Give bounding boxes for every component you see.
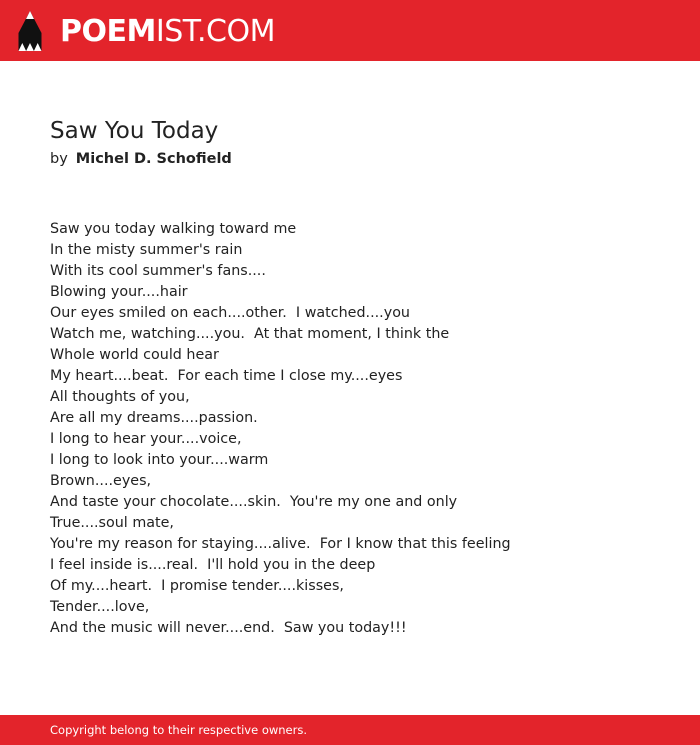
poem-line: In the misty summer's rain (50, 242, 243, 258)
site-header (0, 0, 700, 61)
poem-byline (50, 149, 232, 169)
poem-line: You're my reason for staying....alive. For I know that this feeling (50, 536, 511, 552)
site-logo-text (60, 14, 275, 49)
byline-label: by (50, 151, 68, 167)
poem-line: Tender....love, (50, 599, 150, 615)
site-logo-link[interactable] (17, 9, 275, 53)
site-footer (0, 715, 700, 745)
pencil-icon (17, 10, 43, 52)
poem-title: Saw You Today (50, 118, 219, 144)
author-link[interactable]: Michel D. Schofield (75, 151, 232, 167)
poem-line: And taste your chocolate....skin. You're my one and only (50, 494, 458, 510)
poem-line: I long to hear your....voice, (50, 431, 242, 447)
poem-line: Our eyes smiled on each....other. I watched....you (50, 305, 410, 321)
poem-line: Saw you today walking toward me (50, 221, 297, 237)
poem-line: True....soul mate, (50, 515, 174, 531)
logo-text-light: IST.COM (155, 14, 275, 49)
poem-line: Watch me, watching....you. At that moment, I think the (50, 326, 450, 342)
copyright-text: Copyright belong to their respective owners. (50, 723, 308, 737)
poem-line: Whole world could hear (50, 347, 219, 363)
poem-line: Brown....eyes, (50, 473, 152, 489)
poem-body (50, 219, 511, 639)
poem-line: With its cool summer's fans.... (50, 263, 266, 279)
poem-line: I feel inside is....real. I'll hold you in the deep (50, 557, 376, 573)
poem-line: I long to look into your....warm (50, 452, 269, 468)
poem-line: Blowing your....hair (50, 284, 188, 300)
poem-line: And the music will never....end. Saw you today!!! (50, 620, 407, 636)
poem-line: All thoughts of you, (50, 389, 190, 405)
logo-text-bold: POEM (60, 14, 156, 49)
poem-line: Are all my dreams....passion. (50, 410, 258, 426)
poem-line: My heart....beat. For each time I close my....eyes (50, 368, 403, 384)
poem-line: Of my....heart. I promise tender....kisses, (50, 578, 344, 594)
